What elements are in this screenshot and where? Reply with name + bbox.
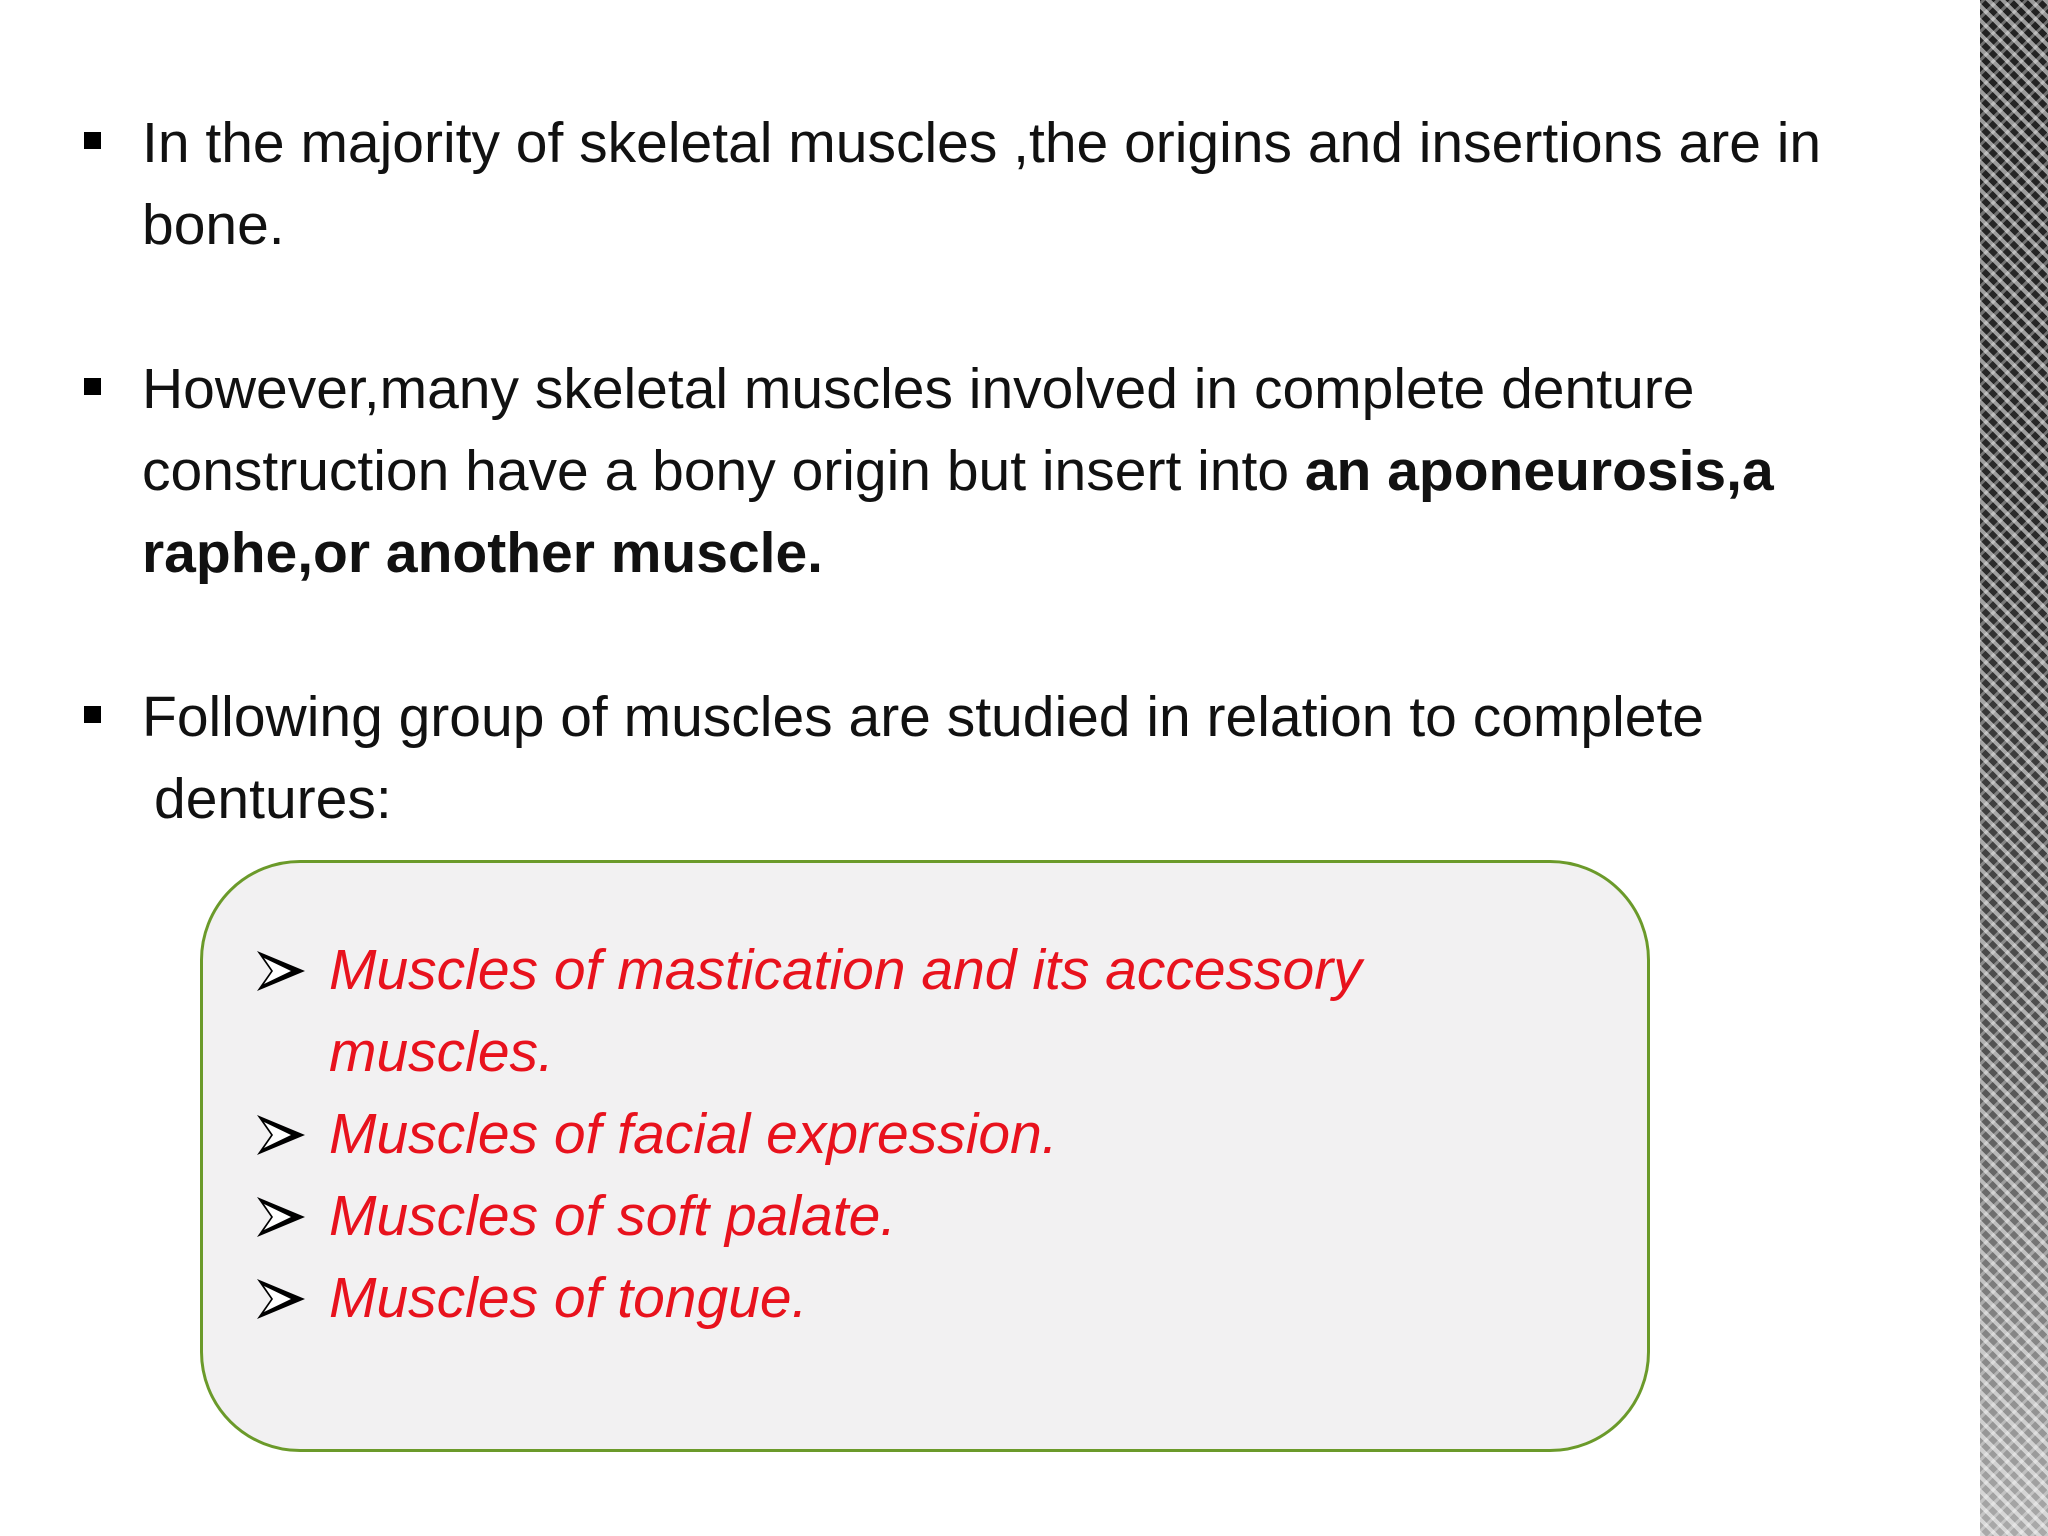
list-item-text: Muscles of tongue. — [329, 1266, 808, 1330]
square-bullet-icon — [84, 378, 101, 395]
bullet-item-groups — [80, 676, 1940, 840]
list-item — [255, 929, 1555, 1093]
list-item — [255, 1175, 1555, 1257]
muscle-groups-box — [200, 860, 1650, 1452]
bullet-item-insertions — [80, 348, 1940, 594]
bullet-text-bold: an aponeurosis,a raphe,or another muscle. — [142, 439, 1774, 585]
bullet-text-line: Following group of muscles are studied in relation to complete — [142, 685, 1704, 749]
bullet-text-line: dentures: — [154, 767, 392, 831]
arrow-bullet-icon — [255, 1195, 307, 1239]
arrow-bullet-icon — [255, 1113, 307, 1157]
bullet-text-regular: However,many skeletal muscles involved in complete denture construction have a bony origin but insert into — [142, 357, 1695, 503]
arrow-bullet-icon — [255, 1277, 307, 1321]
bullet-item-origins — [80, 102, 1940, 266]
list-item — [255, 1257, 1555, 1339]
list-item — [255, 1093, 1555, 1175]
list-item-text: Muscles of facial expression. — [329, 1102, 1058, 1166]
square-bullet-icon — [84, 706, 101, 723]
bullet-text — [142, 348, 1940, 594]
bullet-text: In the majority of skeletal muscles ,the origins and insertions are in bone. — [142, 111, 1822, 257]
list-item-text: Muscles of mastication and its accessory muscles. — [329, 938, 1362, 1084]
decorative-side-stripe — [1980, 0, 2048, 1536]
bullet-text — [142, 676, 1940, 840]
muscle-groups-list — [255, 929, 1555, 1339]
list-item-text: Muscles of soft palate. — [329, 1184, 897, 1248]
square-bullet-icon — [84, 132, 101, 149]
arrow-bullet-icon — [255, 949, 307, 993]
